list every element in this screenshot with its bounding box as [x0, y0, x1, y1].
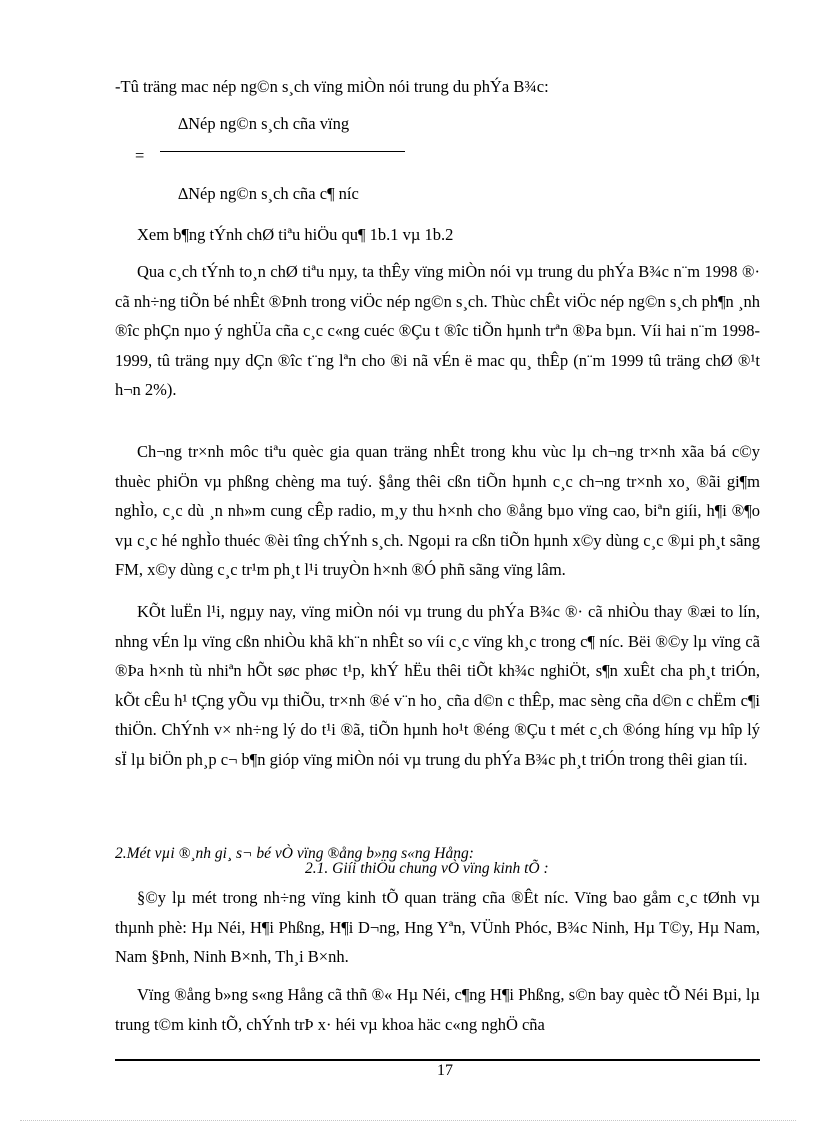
- footer-rule: [115, 1059, 760, 1061]
- fraction-equals: =: [135, 146, 145, 165]
- page-number: 17: [437, 1062, 453, 1079]
- paragraph-4: §©y lµ mét trong nh÷ng vïng kinh tÕ quan träng cña ®Êt níc. Vïng bao gåm c¸c tØnh vµ thµnh phè: Hµ Néi, H¶i Phßng, H¶i D¬ng, Hng Yªn, VÜnh Phóc, B¾c Ninh, Hµ T©y, Hµ Nam, Nam §Þnh, Ninh B×nh, Th¸i B×nh.: [115, 888, 760, 966]
- section-heading-2: 2.Mét vµi ®¸nh gi¸ s¬ bé vÒ vïng ®ång b»ng s«ng Hång:: [115, 845, 474, 862]
- fraction-denominator: ∆Nép ng©n s¸ch cña c¶ níc: [178, 184, 359, 203]
- page-border: [20, 1120, 796, 1121]
- fraction-numerator: ∆Nép ng©n s¸ch cña vïng: [178, 114, 350, 133]
- fraction-bar: [160, 151, 405, 152]
- paragraph-5: Vïng ®ång b»ng s«ng Hång cã thñ ®« Hµ Néi, c¶ng H¶i Phßng, s©n bay quèc tÕ Néi Bµi, lµ trung t©m kinh tÕ, chÝnh trÞ x· héi vµ khoa häc c«ng nghÖ cña: [115, 985, 760, 1034]
- paragraph-3: KÕt luËn l¹i, ngµy nay, vïng miÒn nói vµ trung du phÝa B¾c ®· cã nhiÒu thay ®æi to lín, nhng vÉn lµ vïng cßn nhiÒu khã kh¨n nhÊt so víi c¸c vïng kh¸c trong c¶ níc. Bëi ®©y lµ vïng cã ®Þa h×nh tù nhiªn hÕt søc phøc t¹p, khÝ hËu thêi tiÕt kh¾c nghiÖt, s¶n xuÊt cha ph¸t triÓn, kÕt cÊu h¹ tÇng yÕu vµ thiÕu, tr×nh ®é v¨n ho¸ cña d©n c thÊp, mac sèng cña d©n c chËm c¶i thiÖn. ChÝnh v× nh÷ng lý do t¹i ®ã, tiÕn hµnh ho¹t ®éng ®Çu t mét c¸ch ®óng híng vµ hîp lý sÏ lµ biÖn ph¸p c¬ b¶n gióp vïng miÒn nói vµ trung du phÝa B¾c ph¸t triÓn trong thêi gian tíi.: [115, 602, 760, 769]
- section-heading-2-1: 2.1. Giíi thiÖu chung vÒ vïng kinh tÕ :: [305, 860, 549, 877]
- paragraph-1: Qua c¸ch tÝnh to¸n chØ tiªu nµy, ta thÊy vïng miÒn nói vµ trung du phÝa B¾c n¨m 1998 ®· cã nh÷ng tiÕn bé nhÊt ®Þnh trong viÖc nép ng©n s¸ch. Thùc chÊt viÖc nép ng©n s¸ch ph¶n ¸nh ®îc phÇn nµo ý nghÜa cña c¸c c«ng cuéc ®Çu t ®îc tiÕn hµnh trªn ®Þa bµn. Víi hai n¨m 1998-1999, tû träng nµy dÇn ®îc t¨ng lªn cho ®i nã vÉn ë mac qu¸ thÊp (n¨m 1999 tû träng chØ ®¹t h¬n 2%).: [115, 262, 760, 399]
- paragraph-2: Ch¬ng tr×nh môc tiªu quèc gia quan träng nhÊt trong khu vùc lµ ch¬ng tr×nh xãa bá c©y thuèc phiÖn vµ phßng chèng ma tuý. §ång thêi cßn tiÕn hµnh c¸c ch¬ng tr×nh xo¸ ®ãi gi¶m nghÌo, c¸c dù ¸n nh»m cung cÊp radio, m¸y thu h×nh cho ®ång bµo vïng cao, biªn giíi, h¶i ®¶o vµ c¸c hé nghÌo thuéc ®èi tîng chÝnh s¸ch. Ngoµi ra cßn tiÕn hµnh x©y dùng c¸c ®µi ph¸t sãng FM, x©y dùng c¸c tr¹m ph¸t l¹i truyÒn h×nh ®Ó phñ sãng vïng lâm.: [115, 442, 760, 579]
- table-reference-line: Xem b¶ng tÝnh chØ tiªu hiÖu qu¶ 1b.1 vµ 1b.2: [137, 225, 454, 244]
- intro-line: -Tû träng mac nép ng©n s¸ch vïng miÒn nói trung du phÝa B¾c:: [115, 77, 549, 96]
